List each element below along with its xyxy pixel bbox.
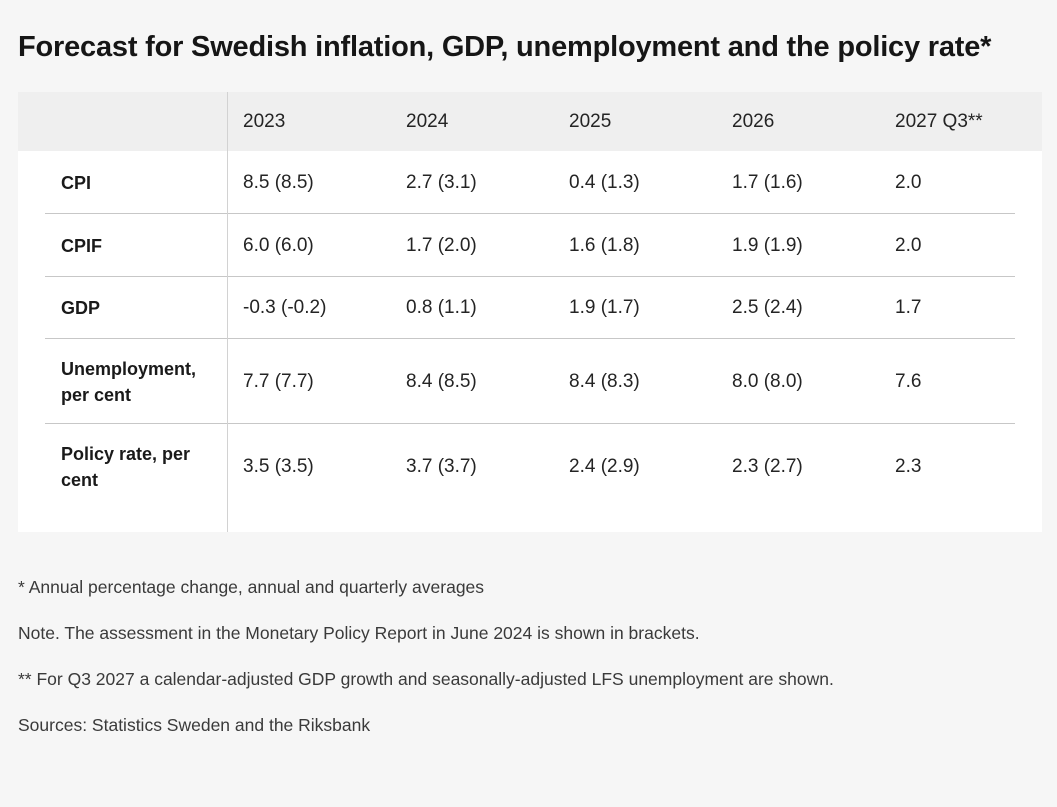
cell-value: 2.3 (2.7) (732, 456, 803, 477)
cell-value: 7.6 (895, 370, 922, 392)
cell-value: 0.8 (1.1) (406, 297, 477, 318)
row-label: CPIF (61, 235, 103, 256)
cell-value: 2.5 (2.4) (732, 297, 803, 318)
cell-value: 0.4 (1.3) (569, 171, 640, 193)
header-cell-year: 2023 (243, 110, 286, 132)
cell-value: -0.3 (-0.2) (243, 297, 327, 318)
cell-value: 8.4 (8.5) (406, 370, 477, 392)
row-label: GDP (61, 298, 101, 318)
footnotes (18, 532, 1042, 735)
cell-value: 3.5 (3.5) (243, 456, 314, 477)
header-cell-year: 2027 Q3** (895, 110, 983, 132)
table-header-row (18, 92, 1042, 151)
table-row (18, 339, 1042, 424)
footnote-q3-2027: ** For Q3 2027 a calendar-adjusted GDP growth and seasonally-adjusted LFS unemployment are shown. (18, 669, 834, 689)
table-row (18, 151, 1042, 214)
cell-value: 1.9 (1.9) (732, 234, 803, 256)
cell-value: 1.9 (1.7) (569, 297, 640, 318)
footnote-brackets-note: Note. The assessment in the Monetary Policy Report in June 2024 is shown in brackets. (18, 623, 700, 643)
cell-value: 1.7 (1.6) (732, 171, 803, 193)
footnote-sources: Sources: Statistics Sweden and the Riksbank (18, 715, 371, 735)
cell-value: 1.6 (1.8) (569, 234, 640, 256)
cell-value: 7.7 (7.7) (243, 370, 314, 392)
table-body (18, 151, 1042, 510)
cell-value: 6.0 (6.0) (243, 234, 314, 256)
footnote-annual-change: * Annual percentage change, annual and quarterly averages (18, 577, 485, 597)
cell-value: 1.7 (895, 297, 922, 318)
header-cell-year: 2026 (732, 110, 775, 132)
cell-value: 8.4 (8.3) (569, 370, 640, 392)
table-row (18, 277, 1042, 339)
header-cell-year: 2024 (406, 110, 449, 132)
cell-value: 2.3 (895, 456, 922, 477)
cell-value: 8.5 (8.5) (243, 171, 314, 193)
table-row (18, 424, 1042, 510)
cell-value: 2.7 (3.1) (406, 171, 477, 193)
cell-value: 8.0 (8.0) (732, 370, 803, 392)
row-label: Policy rate, per cent (61, 444, 191, 490)
cell-value: 2.0 (895, 171, 922, 193)
table-row (18, 214, 1042, 277)
cell-value: 3.7 (3.7) (406, 456, 477, 477)
page-title: Forecast for Swedish inflation, GDP, unemployment and the policy rate* (18, 31, 992, 63)
cell-value: 2.4 (2.9) (569, 456, 640, 477)
cell-value: 2.0 (895, 234, 922, 256)
cell-value: 1.7 (2.0) (406, 234, 477, 256)
forecast-table (18, 92, 1042, 532)
row-label: Unemployment, per cent (61, 358, 197, 405)
column-divider (227, 92, 228, 532)
row-label: CPI (61, 172, 92, 193)
header-cell-year: 2025 (569, 110, 612, 132)
